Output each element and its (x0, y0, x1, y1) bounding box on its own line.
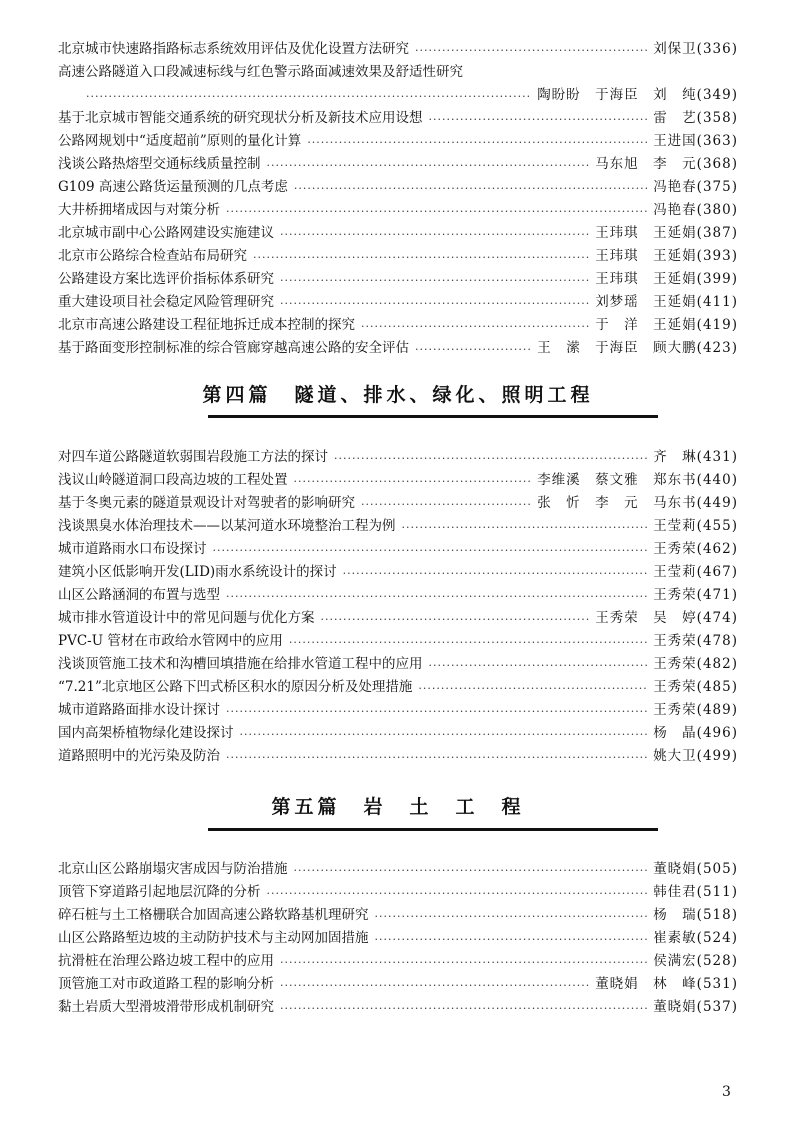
toc-entry (58, 492, 738, 515)
leader-dots (267, 884, 648, 904)
entry-title: 公路建设方案比选评价指标体系研究 (58, 271, 274, 287)
leader-dots (294, 861, 648, 881)
entry-title: 山区公路涵洞的布置与选型 (58, 587, 220, 603)
entry-title: PVC-U 管材在市政给水管网中的应用 (58, 633, 283, 649)
section-4 (58, 360, 738, 446)
entry-author-page: 刘保卫(336) (653, 41, 738, 57)
toc-entry (58, 38, 738, 61)
entry-author-page: 姚大卫(499) (653, 748, 738, 764)
entry-title: 浅谈公路热熔型交通标线质量控制 (58, 156, 261, 172)
toc-group-traffic (58, 38, 738, 360)
toc-entry (58, 515, 738, 538)
toc-entry (58, 745, 738, 768)
toc-entry (58, 222, 738, 245)
leader-dots (375, 930, 648, 950)
entry-author-page: 董晓娟 林 峰(531) (595, 976, 738, 992)
toc-entry (58, 245, 738, 268)
entry-title: 山区公路路堑边坡的主动防护技术与主动网加固措施 (58, 930, 369, 946)
entry-author-page: 王秀荣(482) (653, 656, 738, 672)
toc-entry (58, 176, 738, 199)
toc-entry (58, 881, 738, 904)
entry-title: 抗滑桩在治理公路边坡工程中的应用 (58, 953, 274, 969)
toc-entry (58, 904, 738, 927)
leader-dots (280, 999, 647, 1019)
toc-entry (58, 722, 738, 745)
entry-author-page: 王秀荣(471) (653, 587, 738, 603)
toc-entry (58, 538, 738, 561)
entry-author-page: 刘梦瑶 王延娟(411) (595, 294, 738, 310)
toc-entry (58, 950, 738, 973)
section-5-heading: 第五篇 岩 土 工 程 (271, 796, 525, 818)
leader-dots (240, 725, 648, 745)
entry-title: G109 高速公路货运量预测的几点考虑 (58, 179, 288, 195)
entry-title: 国内高架桥植物绿化建设探讨 (58, 725, 234, 741)
leader-dots (429, 656, 648, 676)
entry-author-page: 王秀荣(478) (653, 633, 738, 649)
entry-title: 城市道路路面排水设计探讨 (58, 702, 220, 718)
entry-author-page: 崔素敏(524) (653, 930, 738, 946)
leader-dots (280, 225, 589, 245)
entry-title: 对四车道公路隧道软弱围岩段施工方法的探讨 (58, 449, 328, 465)
toc-entry (58, 858, 738, 881)
toc-entry (58, 469, 738, 492)
leader-dots (361, 317, 589, 337)
entry-author-page: 杨 晶(496) (653, 725, 738, 741)
entry-title: 道路照明中的光污染及防治 (58, 748, 220, 764)
entry-author-page: 董晓娟(505) (653, 861, 738, 877)
entry-author-page: 王进国(363) (653, 133, 738, 149)
leader-dots (415, 340, 531, 360)
toc-entry (58, 653, 738, 676)
leader-dots (307, 133, 647, 153)
leader-dots (280, 294, 589, 314)
toc-entry (58, 630, 738, 653)
entry-author-page: 王秀荣 吴 婷(474) (595, 610, 738, 626)
page-number: 3 (722, 1084, 731, 1100)
section-4-rule (208, 415, 658, 418)
leader-dots (361, 495, 531, 515)
leader-dots (294, 179, 647, 199)
entry-author-page: 齐 琳(431) (653, 449, 738, 465)
toc-entry (58, 268, 738, 291)
entry-author-page: 于 洋 王延娟(419) (595, 317, 738, 333)
toc-group-geotech (58, 858, 738, 1019)
entry-author-page: 杨 瑞(518) (653, 907, 738, 923)
entry-title: 黏土岩质大型滑坡滑带形成机制研究 (58, 999, 274, 1015)
leader-dots (280, 271, 589, 291)
entry-title: 浅谈黑臭水体治理技术——以某河道水环境整治工程为例 (58, 518, 396, 534)
entry-title: 北京城市副中心公路网建设实施建议 (58, 225, 274, 241)
entry-author-page: 王玮琪 王延娟(387) (595, 225, 738, 241)
leader-dots (226, 587, 647, 607)
entry-title: 北京山区公路崩塌灾害成因与防治措施 (58, 861, 288, 877)
entry-author-page: 张 忻 李 元 马东书(449) (537, 495, 738, 511)
toc-entry (58, 84, 738, 107)
toc-entry (58, 291, 738, 314)
entry-title: 基于路面变形控制标准的综合管廊穿越高速公路的安全评估 (58, 340, 409, 356)
entry-author-page: 王莹莉(467) (653, 564, 738, 580)
entry-title: 城市排水管道设计中的常见问题与优化方案 (58, 610, 315, 626)
leader-dots (334, 449, 647, 469)
entry-author-page: 王秀荣(489) (653, 702, 738, 718)
entry-title: 建筑小区低影响开发(LID)雨水系统设计的探讨 (58, 564, 337, 580)
entry-title: 基于北京城市智能交通系统的研究现状分析及新技术应用设想 (58, 110, 423, 126)
entry-title: 顶管下穿道路引起地层沉降的分析 (58, 884, 261, 900)
toc-entry (58, 107, 738, 130)
entry-title: 碎石桩与土工格栅联合加固高速公路软路基机理研究 (58, 907, 369, 923)
entry-author-page: 雷 艺(358) (653, 110, 738, 126)
entry-author-page: 王玮琪 王延娟(393) (595, 248, 738, 264)
entry-author-page: 王秀荣(485) (653, 679, 738, 695)
toc-entry (58, 199, 738, 222)
toc-entry (58, 314, 738, 337)
entry-title: 高速公路隧道入口段减速标线与红色警示路面减速效果及舒适性研究 (58, 64, 463, 80)
toc-entry (58, 337, 738, 360)
entry-title: 大井桥拥堵成因与对策分析 (58, 202, 220, 218)
entry-author-page: 王 潆 于海臣 顾大鹏(423) (537, 340, 738, 356)
toc-entry (58, 699, 738, 722)
toc-entry (58, 927, 738, 950)
entry-author-page: 冯艳春(380) (653, 202, 738, 218)
entry-title: 北京市公路综合检查站布局研究 (58, 248, 247, 264)
entry-author-page: 董晓娟(537) (653, 999, 738, 1015)
entry-title: 公路网规划中“适度超前”原则的量化计算 (58, 133, 302, 149)
leader-dots (343, 564, 648, 584)
entry-title: 浅谈顶管施工技术和沟槽回填措施在给排水管道工程中的应用 (58, 656, 423, 672)
entry-title: “7.21”北京地区公路下凹式桥区积水的原因分析及处理措施 (58, 679, 413, 695)
entry-title: 北京城市快速路指路标志系统效用评估及优化设置方法研究 (58, 41, 409, 57)
leader-dots (253, 248, 589, 268)
entry-title: 重大建设项目社会稳定风险管理研究 (58, 294, 274, 310)
leader-dots (86, 87, 531, 107)
leader-dots (226, 202, 647, 222)
entry-author-page: 李维溪 蔡文雅 郑东书(440) (537, 472, 738, 488)
leader-dots (226, 702, 647, 722)
section-4-heading: 第四篇 隧道、排水、绿化、照明工程 (202, 384, 594, 406)
leader-dots (321, 610, 590, 630)
leader-dots (429, 110, 648, 130)
leader-dots (375, 907, 648, 927)
entry-title: 浅议山岭隧道洞口段高边坡的工程处置 (58, 472, 288, 488)
entry-author-page: 冯艳春(375) (653, 179, 738, 195)
leader-dots (226, 748, 647, 768)
section-5 (58, 768, 738, 858)
toc-entry (58, 607, 738, 630)
entry-author-page: 王玮琪 王延娟(399) (595, 271, 738, 287)
toc-entry (58, 61, 738, 84)
toc-entry (58, 153, 738, 176)
toc-entry (58, 584, 738, 607)
toc-entry (58, 446, 738, 469)
leader-dots (402, 518, 648, 538)
entry-author-page: 马东旭 李 元(368) (595, 156, 738, 172)
entry-title: 城市道路雨水口布设探讨 (58, 541, 207, 557)
leader-dots (267, 156, 590, 176)
entry-title: 北京市高速公路建设工程征地拆迁成本控制的探究 (58, 317, 355, 333)
leader-dots (294, 472, 532, 492)
entry-author-page: 陶盼盼 于海臣 刘 纯(349) (537, 87, 738, 103)
toc-entry (58, 130, 738, 153)
entry-author-page: 王秀荣(462) (653, 541, 738, 557)
entry-author-page: 侯满宏(528) (653, 953, 738, 969)
leader-dots (280, 976, 589, 996)
section-5-rule (208, 828, 658, 831)
toc-entry (58, 996, 738, 1019)
toc-entry (58, 561, 738, 584)
entry-title: 顶管施工对市政道路工程的影响分析 (58, 976, 274, 992)
entry-author-page: 韩佳君(511) (653, 884, 738, 900)
toc-page (58, 38, 738, 1019)
leader-dots (213, 541, 648, 561)
leader-dots (289, 633, 647, 653)
leader-dots (415, 41, 647, 61)
entry-title: 基于冬奥元素的隧道景观设计对驾驶者的影响研究 (58, 495, 355, 511)
leader-dots (280, 953, 647, 973)
toc-group-tunnel (58, 446, 738, 768)
toc-entry (58, 676, 738, 699)
leader-dots (418, 679, 647, 699)
toc-entry (58, 973, 738, 996)
entry-author-page: 王莹莉(455) (653, 518, 738, 534)
